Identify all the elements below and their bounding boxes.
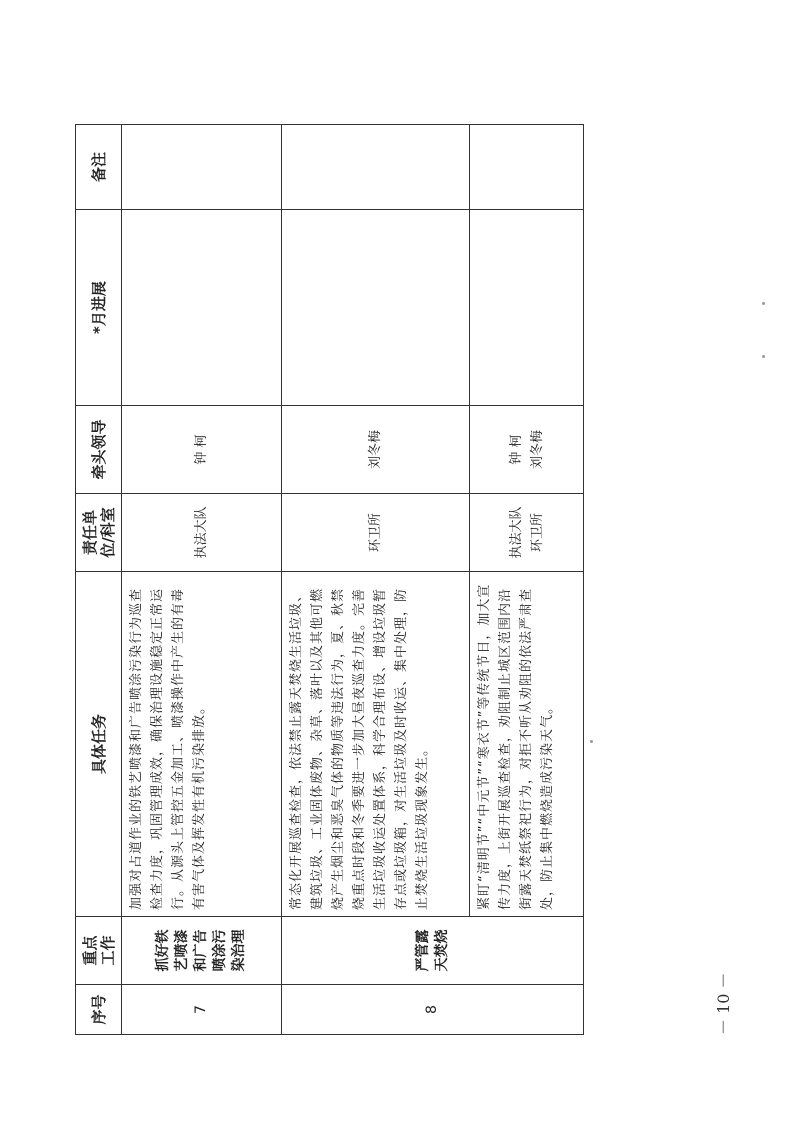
row-leader [470,406,584,494]
header-seq: 序号 [76,985,122,1035]
row-leader-line: 刘冬梅 [529,430,545,470]
row-seq: 7 [122,985,282,1035]
header-remark: 备注 [76,125,122,210]
row-progress [122,210,282,406]
row-task: 紧盯“清明节”“中元节”“寒衣节”等传统节日，加大宣传力度，上街开展巡查检查，劝阻制止城区范围内沿街露天焚纸祭祀行为，对拒不听从劝阻的依法严肃查处，防止集中燃烧造成污染天气。 [470,572,584,917]
header-task: 具体任务 [76,572,122,917]
table-row [470,125,584,1035]
row-unit [470,494,584,572]
row-remark [282,125,470,210]
task-table [75,124,584,1035]
row-progress [282,210,470,406]
scan-speck [762,302,765,305]
row-remark [470,125,584,210]
rotated-page [75,125,583,1035]
table-row [282,125,470,1035]
row-unit: 执法大队 [122,494,282,572]
row-task: 常态化开展巡查检查，依法禁止露天焚烧生活垃圾、建筑垃圾、工业固体废物、杂草、落叶以及其他可燃烧产生烟尘和恶臭气体的物质等违法行为，夏、秋禁烧重点时段和冬季要进一步加大昼夜巡查力度。完善生活垃圾收运处置体系，科学合理布设、增设垃圾暂存点或垃圾箱，对生活垃圾及时收运、集中处理，防止焚烧生活垃圾现象发生。 [282,572,470,917]
scan-speck [762,355,765,358]
row-unit-line: 执法大队 [508,506,524,559]
header-progress: *月进展 [76,210,122,406]
header-focus: 重点工作 [76,917,122,985]
row-leader: 钟 柯 [122,406,282,494]
header-unit: 责任单位/科室 [76,494,122,572]
header-leader: 牵头领导 [76,406,122,494]
row-seq: 8 [282,985,584,1035]
row-progress [470,210,584,406]
scan-speck [590,740,593,743]
row-unit: 环卫所 [282,494,470,572]
row-task: 加强对占道作业的铁艺喷漆和广告喷涂污染行为巡查检查力度，巩固管理成效，确保治理设施稳定正常运行。从源头上管控五金加工、喷漆操作中产生的有毒有害气体及挥发性有机污染排放。 [122,572,282,917]
row-focus: 抓好铁艺喷漆和广告喷涂污染治理 [122,917,282,985]
row-leader: 刘冬梅 [282,406,470,494]
table-row [122,125,282,1035]
row-focus: 严管露天焚烧 [282,917,584,985]
header-row [76,125,122,1035]
row-remark [122,125,282,210]
row-leader-line: 钟 柯 [508,434,524,465]
page-number: － 10 － [714,972,733,1035]
row-unit-line: 环卫所 [529,513,545,553]
